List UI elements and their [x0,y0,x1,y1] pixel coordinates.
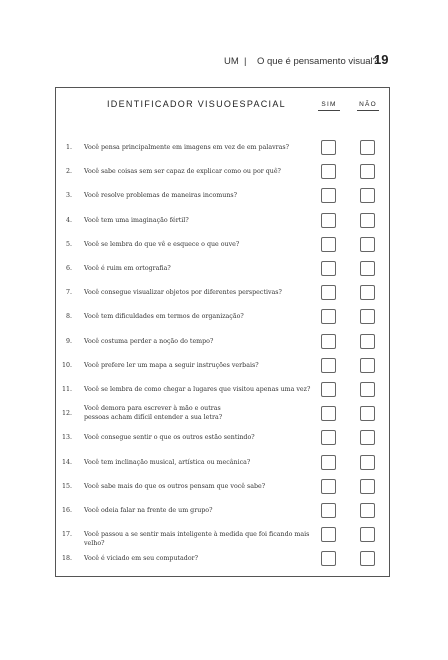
no-checkbox[interactable] [360,261,375,276]
yes-checkbox[interactable] [321,479,336,494]
question-text: Você demora para escrever à mão e outras pessoas acham difícil entender a sua letra? [84,405,223,421]
chapter-title: O que é pensamento visual? [257,56,378,67]
question-row [0,406,448,428]
question-row [0,140,448,162]
yes-checkbox[interactable] [321,382,336,397]
no-checkbox[interactable] [360,503,375,518]
question-number: 14. [61,458,72,466]
yes-checkbox[interactable] [321,503,336,518]
question-number: 7. [65,289,72,297]
no-checkbox[interactable] [360,237,375,252]
question-number: 5. [65,240,72,248]
yes-checkbox[interactable] [321,164,336,179]
no-checkbox[interactable] [360,430,375,445]
question-number: 13. [61,434,72,442]
question-number: 16. [61,507,72,514]
questionnaire-title: IDENTIFICADOR VISUOESPACIAL [107,99,286,109]
yes-checkbox[interactable] [321,334,336,349]
no-checkbox[interactable] [360,455,375,470]
question-number: 8. [65,313,72,321]
question-row [0,309,448,331]
question-text: Você costuma perder a noção do tempo? [84,337,214,345]
question-number: 15. [61,482,72,490]
question-row [0,237,448,259]
yes-checkbox[interactable] [321,309,336,324]
yes-checkbox[interactable] [321,551,336,566]
question-row [0,527,448,549]
no-checkbox[interactable] [360,164,375,179]
question-row [0,358,448,380]
question-text: Você odeia falar na frente de um grupo? [84,507,213,514]
yes-checkbox[interactable] [321,140,336,155]
question-number: 11. [61,386,72,393]
no-checkbox[interactable] [360,551,375,566]
running-header [0,52,448,70]
question-text: Você passou a se sentir mais inteligente à medida que foi ficando mais velho? [84,531,310,547]
question-row [0,503,448,525]
question-row [0,551,448,573]
column-underline-yes [318,110,340,111]
question-row [0,213,448,235]
header-separator: | [244,56,247,67]
no-checkbox[interactable] [360,382,375,397]
yes-checkbox[interactable] [321,285,336,300]
yes-checkbox[interactable] [321,261,336,276]
question-text: Você se lembra do que vê e esquece o que ouve? [84,240,240,248]
question-number: 6. [65,265,72,272]
question-text: Você tem uma imaginação fértil? [84,216,189,224]
question-number: 2. [65,168,72,176]
no-checkbox[interactable] [360,527,375,542]
question-row [0,285,448,307]
no-checkbox[interactable] [360,334,375,349]
question-row [0,479,448,501]
question-row [0,261,448,283]
question-number: 1. [65,144,72,151]
question-text: Você tem dificuldades em termos de organização? [84,313,244,321]
question-number: 10. [61,361,72,369]
question-number: 17. [61,531,72,539]
page-number: 19 [374,52,389,67]
yes-checkbox[interactable] [321,430,336,445]
yes-checkbox[interactable] [321,213,336,228]
yes-checkbox[interactable] [321,406,336,421]
question-text: Você sabe mais do que os outros pensam que você sabe? [84,482,266,490]
question-row [0,334,448,356]
question-number: 12. [61,410,72,418]
question-row [0,455,448,477]
yes-checkbox[interactable] [321,527,336,542]
question-row [0,430,448,452]
question-text: Você prefere ler um mapa a seguir instruções verbais? [84,361,259,369]
no-checkbox[interactable] [360,213,375,228]
question-text: Você sabe coisas sem ser capaz de explicar como ou por quê? [84,168,281,176]
question-text: Você consegue sentir o que os outros estão sentindo? [84,434,255,442]
question-row [0,382,448,404]
no-checkbox[interactable] [360,140,375,155]
no-checkbox[interactable] [360,406,375,421]
yes-checkbox[interactable] [321,188,336,203]
column-header-yes: SIM [321,101,337,108]
question-number: 4. [65,216,72,224]
column-header-no: NÃO [359,101,377,108]
question-number: 18. [61,555,72,563]
question-text: Você consegue visualizar objetos por diferentes perspectivas? [84,289,282,297]
question-text: Você se lembra de como chegar a lugares que visitou apenas uma vez? [84,386,311,393]
question-text: Você resolve problemas de maneiras incomuns? [84,192,237,200]
yes-checkbox[interactable] [321,237,336,252]
yes-checkbox[interactable] [321,455,336,470]
question-number: 9. [65,337,72,345]
question-number: 3. [65,192,72,200]
no-checkbox[interactable] [360,479,375,494]
question-row [0,188,448,210]
no-checkbox[interactable] [360,309,375,324]
chapter-label: UM [224,56,239,67]
no-checkbox[interactable] [360,285,375,300]
no-checkbox[interactable] [360,188,375,203]
question-text: Você tem inclinação musical, artística ou mecânica? [84,458,251,466]
question-row [0,164,448,186]
question-text: Você é viciado em seu computador? [84,555,199,563]
question-text: Você pensa principalmente em imagens em vez de em palavras? [84,144,290,151]
column-underline-no [357,110,379,111]
question-text: Você é ruim em ortografia? [84,265,171,272]
no-checkbox[interactable] [360,358,375,373]
yes-checkbox[interactable] [321,358,336,373]
